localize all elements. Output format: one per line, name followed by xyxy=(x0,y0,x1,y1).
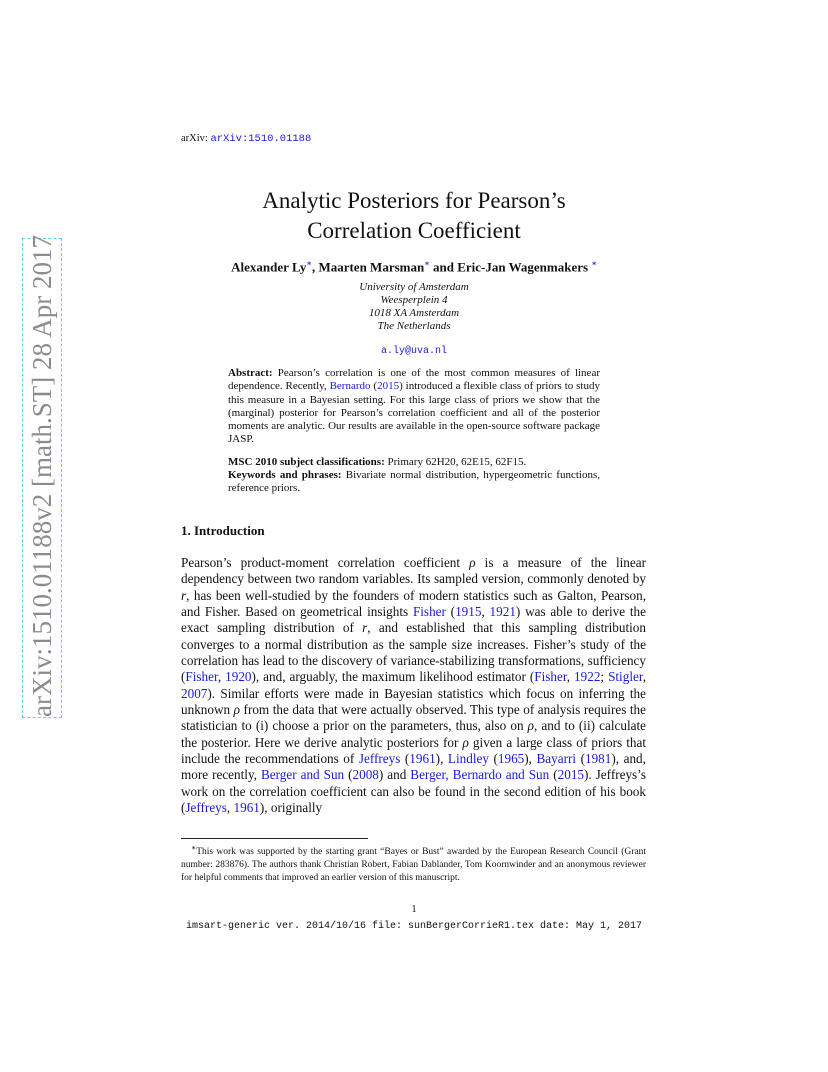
arxiv-side-stamp: arXiv:1510.01188v2 [math.ST] 28 Apr 2017 xyxy=(22,238,62,718)
author-separator: , xyxy=(311,259,319,275)
math-symbol: ρ xyxy=(233,702,240,718)
math-symbol: r xyxy=(362,620,368,636)
keywords xyxy=(228,469,600,496)
citation-link[interactable]: 1961 xyxy=(233,800,260,816)
body-text: from the data that were actually observed. This type of analysis requires the statistician to (i) choose a prior on the parameters, thus, also on xyxy=(181,702,646,734)
introduction-paragraph: Pearson’s product-moment correlation coefficient ρ is a measure of the linear dependency between two random variables. Its sampled version, commonly denoted by r, has been well-studied by the founders of modern statistics such as Galton, Pearson, and Fisher. Based on geometrical insights Fisher (1915, 1921) was able to derive the exact sampling distribution of r, and established that this sampling distribution converges to a normal distribution as the sample size increases. Fisher’s study of the correlation has lead to the discovery of variance-stabilizing transformations, sufficiency (Fisher, 1920), and, arguably, the maximum likelihood estimator (Fisher, 1922; Stigler, 2007). Similar efforts were made in Bayesian statistics which focus on inferring the unknown ρ from the data that were actually observed. This type of analysis requires the statistician to (i) choose a prior on the parameters, thus, also on ρ, and to (ii) calculate the posterior. Here we derive analytic posteriors for ρ given a large class of priors that include the recommendations of Jeffreys (1961), Lindley (1965), Bayarri (1981), and, more recently, Berger and Sun (2008) and Berger, Bernardo and Sun (2015). Jeffreys’s work on the correlation coefficient can also be found in the second edition of his book (Jeffreys, 1961), originally xyxy=(181,555,646,816)
footnote xyxy=(181,842,646,885)
citation-link[interactable]: Bayarri xyxy=(536,751,577,767)
citation-link[interactable]: 2007 xyxy=(181,685,208,701)
body-text: , has been well-studied by the founders of modern statistics such as Galton, Pearson, and Fisher. Based on geometrical insights xyxy=(181,587,646,620)
citation-link[interactable]: Bernardo xyxy=(329,380,371,393)
affiliation-block xyxy=(0,281,828,333)
footer-line: imsart-generic ver. 2014/10/16 file: sunBergerCorrieR1.tex date: May 1, 2017 xyxy=(185,921,643,932)
body-text: , and to (ii) calculate the posterior. Here we derive analytic posteriors for xyxy=(181,718,646,750)
footnote-text: This work was supported by the starting grant “Bayes or Bust” awarded by the European Research Council (Grant number: 283876). The authors thank Christian Robert, Fabian Dablander, Tom Koornwinder and an anonymous reviewer for helpful comments that improved an earlier version of this manuscript. xyxy=(181,847,646,883)
page-number: 1 xyxy=(411,904,417,915)
author-footnote-mark[interactable]: ∗ xyxy=(424,259,430,268)
body-text: ), originally xyxy=(259,800,323,816)
arxiv-id-link[interactable]: arXiv:1510.01188 xyxy=(210,133,312,145)
math-symbol: ρ xyxy=(469,555,476,570)
arxiv-identifier: arXiv: arXiv:1510.01188 xyxy=(181,133,312,145)
math-symbol: ρ xyxy=(527,718,534,734)
msc-label: MSC 2010 subject classifications: xyxy=(228,456,385,468)
msc-text: Primary 62H20, 62E15, 62F15. xyxy=(384,456,527,468)
footnote-mark: ∗ xyxy=(190,843,197,852)
author-marsman: Maarten Marsman xyxy=(318,259,425,275)
abstract-label: Abstract: xyxy=(228,367,273,379)
author-separator: and xyxy=(429,259,458,275)
citation-link[interactable]: 2008 xyxy=(352,767,379,783)
body-text: ). Similar efforts were made in Bayesian statistics which focus on inferring the unknown xyxy=(181,685,646,718)
affiliation-line: University of Amsterdam xyxy=(359,281,469,293)
body-text: given a large class of priors that include the recommendations of xyxy=(181,734,646,767)
citation-link[interactable]: 1981 xyxy=(584,751,612,767)
citation-link[interactable]: Stigler xyxy=(608,669,643,685)
msc-classifications xyxy=(228,456,600,469)
citation-link[interactable]: 1920 xyxy=(225,669,252,685)
citation-link[interactable]: Fisher xyxy=(185,669,218,685)
body-text: , and established that this sampling distribution converges to a normal distribution as the sample size increases. Fisher’s study of the correlation has lead to the discovery of variance-stabilizing transformations, sufficiency ( xyxy=(181,620,646,685)
citation-link[interactable]: 1965 xyxy=(497,751,525,767)
citation-link[interactable]: Fisher xyxy=(412,604,446,620)
affiliation-line: Weesperplein 4 xyxy=(380,294,448,306)
author-list xyxy=(0,258,828,275)
keywords-label: Keywords and phrases: xyxy=(228,469,342,481)
citation-link[interactable]: 2015 xyxy=(557,767,584,783)
affiliation-line: 1018 XA Amsterdam xyxy=(368,307,460,319)
email-link[interactable]: a.ly@uva.nl xyxy=(380,346,447,357)
body-text: Pearson’s product-moment correlation coefficient xyxy=(181,555,470,570)
abstract-text: ( xyxy=(370,380,378,393)
abstract xyxy=(228,367,600,447)
abstract-text: Pearson’s correlation is one of the most common measures of linear dependence. Recently, xyxy=(228,367,600,393)
section-heading: 1. Introduction xyxy=(181,523,265,538)
math-symbol: ρ xyxy=(462,734,469,750)
body-text: , and, more recently, xyxy=(181,751,646,783)
title-line-1: Analytic Posteriors for Pearson’s xyxy=(262,188,566,213)
author-footnote-mark[interactable]: ∗ xyxy=(591,259,597,268)
footnote-divider xyxy=(181,838,368,839)
email-row xyxy=(0,346,828,357)
citation-link[interactable]: Jeffreys xyxy=(358,751,401,767)
body-text: is a measure of the linear dependency between two random variables. Its sampled version, commonly denoted by xyxy=(181,555,646,587)
citation-link[interactable]: Berger and Sun xyxy=(260,767,345,783)
citation-link[interactable]: 1921 xyxy=(489,604,516,620)
title-line-2: Correlation Coefficient xyxy=(307,218,521,243)
citation-link[interactable]: 1915 xyxy=(455,604,482,620)
author-footnote-mark[interactable]: ∗ xyxy=(306,259,312,268)
body-text: was able to derive the exact sampling distribution of xyxy=(181,604,646,636)
citation-link[interactable]: Fisher xyxy=(534,669,567,685)
citation-link[interactable]: 1922 xyxy=(574,669,601,685)
author-wagenmakers: Eric-Jan Wagenmakers xyxy=(457,259,589,275)
body-text: . Jeffreys’s work on the correlation coefficient can also be found in the second edition of his book ( xyxy=(181,767,646,816)
citation-link[interactable]: Jeffreys xyxy=(185,800,227,816)
abstract-text: ) introduced a flexible class of priors to study this measure in a Bayesian setting. For this large class of priors we show that the (marginal) posterior for Pearson’s correlation coefficient and all of the posterior moments are analytic. Our results are available in the open-source software package JASP. xyxy=(228,380,600,446)
affiliation-line: The Netherlands xyxy=(377,320,451,332)
paper-title xyxy=(0,186,828,246)
citation-link[interactable]: 1961 xyxy=(409,751,436,767)
math-symbol: r xyxy=(181,587,187,603)
citation-link[interactable]: Lindley xyxy=(447,751,489,767)
citation-link[interactable]: Berger, Bernardo and Sun xyxy=(410,767,550,783)
body-text: ), and, arguably, the maximum likelihood estimator ( xyxy=(251,669,535,685)
citation-link[interactable]: 2015 xyxy=(377,380,400,393)
author-ly: Alexander Ly xyxy=(231,259,307,275)
keywords-text: Bivariate normal distribution, hypergeometric functions, reference priors. xyxy=(228,469,600,495)
